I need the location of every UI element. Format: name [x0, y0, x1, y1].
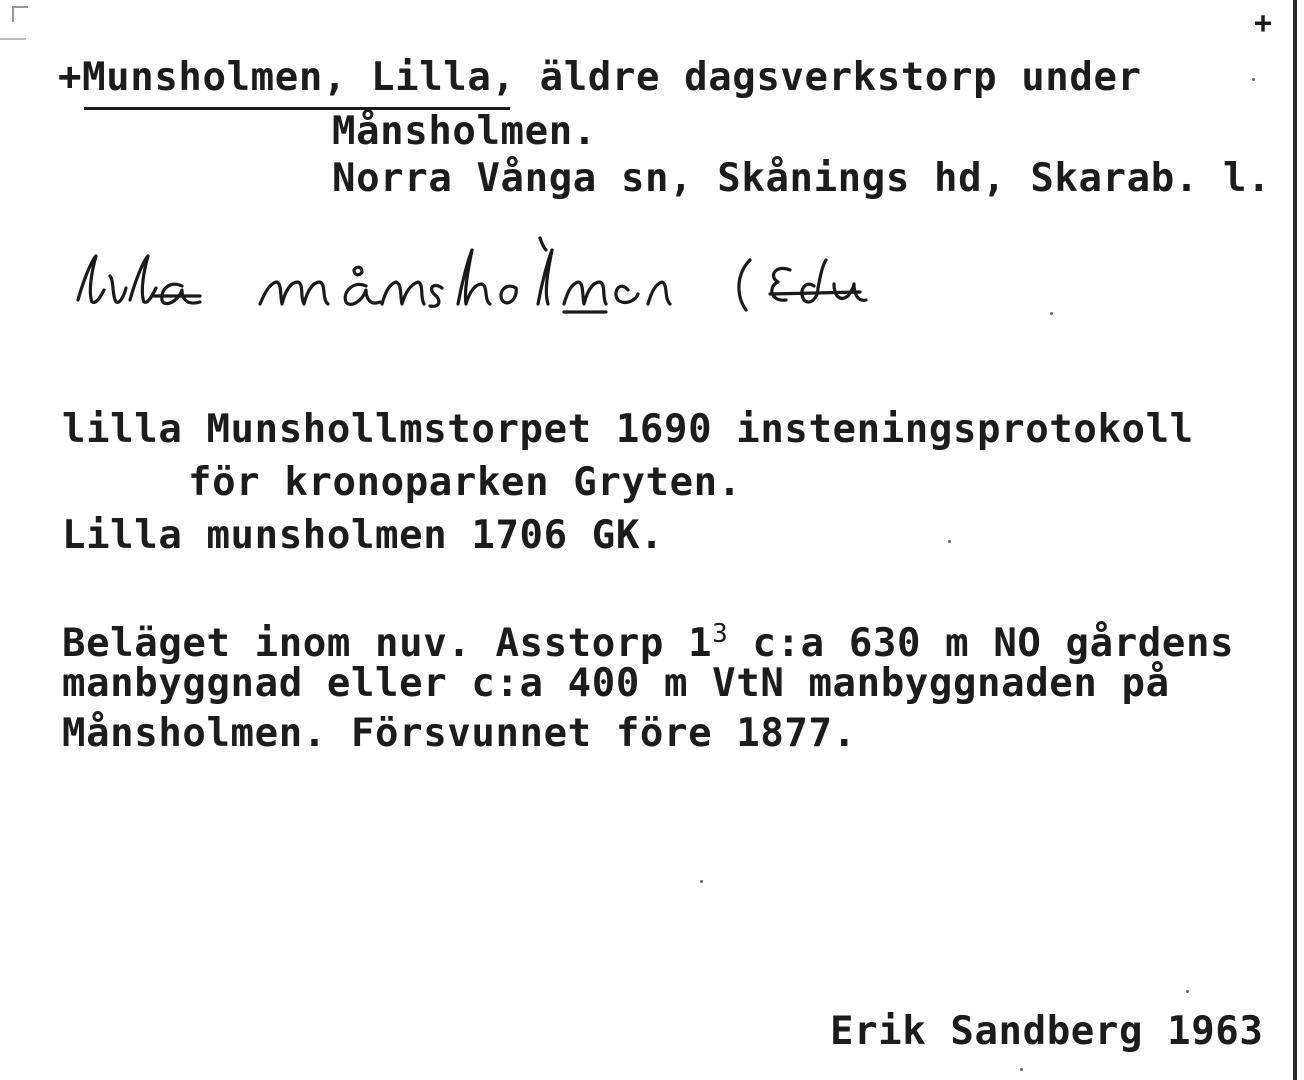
heading-line-1 [58, 56, 1142, 100]
corner-crop-mark [12, 6, 28, 22]
paragraph-2-line-2: manbyggnad eller c:a 400 m VtN manbyggnaden på [62, 661, 1170, 706]
signature: Erik Sandberg 1963 [830, 1009, 1264, 1054]
corner-plus-mark: + [1254, 6, 1273, 41]
paragraph-1-line-2: för kronoparken Gryten. [188, 460, 742, 505]
heading-plus: + [58, 55, 83, 100]
card-right-edge [1293, 0, 1297, 1080]
scan-speck [1020, 1068, 1023, 1071]
scan-speck [700, 880, 703, 883]
heading-title: Munsholmen, Lilla [82, 55, 492, 100]
paragraph-1-line-1: lilla Munshollmstorpet 1690 insteningsprotokoll [62, 407, 1194, 452]
edge-dash-mark [0, 38, 26, 40]
paragraph-2-line-1-start: Beläget inom nuv. Asstorp 1 [62, 621, 713, 666]
heading-line-3: Norra Vånga sn, Skånings hd, Skarab. l. [332, 156, 1272, 201]
superscript-number: 3 [712, 619, 729, 649]
scan-speck [1252, 78, 1255, 81]
heading-line-2: Månsholmen. [332, 109, 597, 154]
scan-speck [948, 540, 951, 543]
paragraph-1-line-3: Lilla munsholmen 1706 GK. [62, 513, 664, 558]
paragraph-2-line-1 [62, 612, 1234, 666]
scan-speck [1050, 312, 1053, 315]
heading-rest: , äldre dagsverkstorp under [491, 55, 1142, 100]
handwritten-note [70, 230, 1110, 320]
paragraph-2-line-1-end: c:a 630 m NO gårdens [728, 621, 1235, 666]
paragraph-2-line-3: Månsholmen. Försvunnet före 1877. [62, 711, 857, 756]
scan-speck [1186, 990, 1189, 993]
